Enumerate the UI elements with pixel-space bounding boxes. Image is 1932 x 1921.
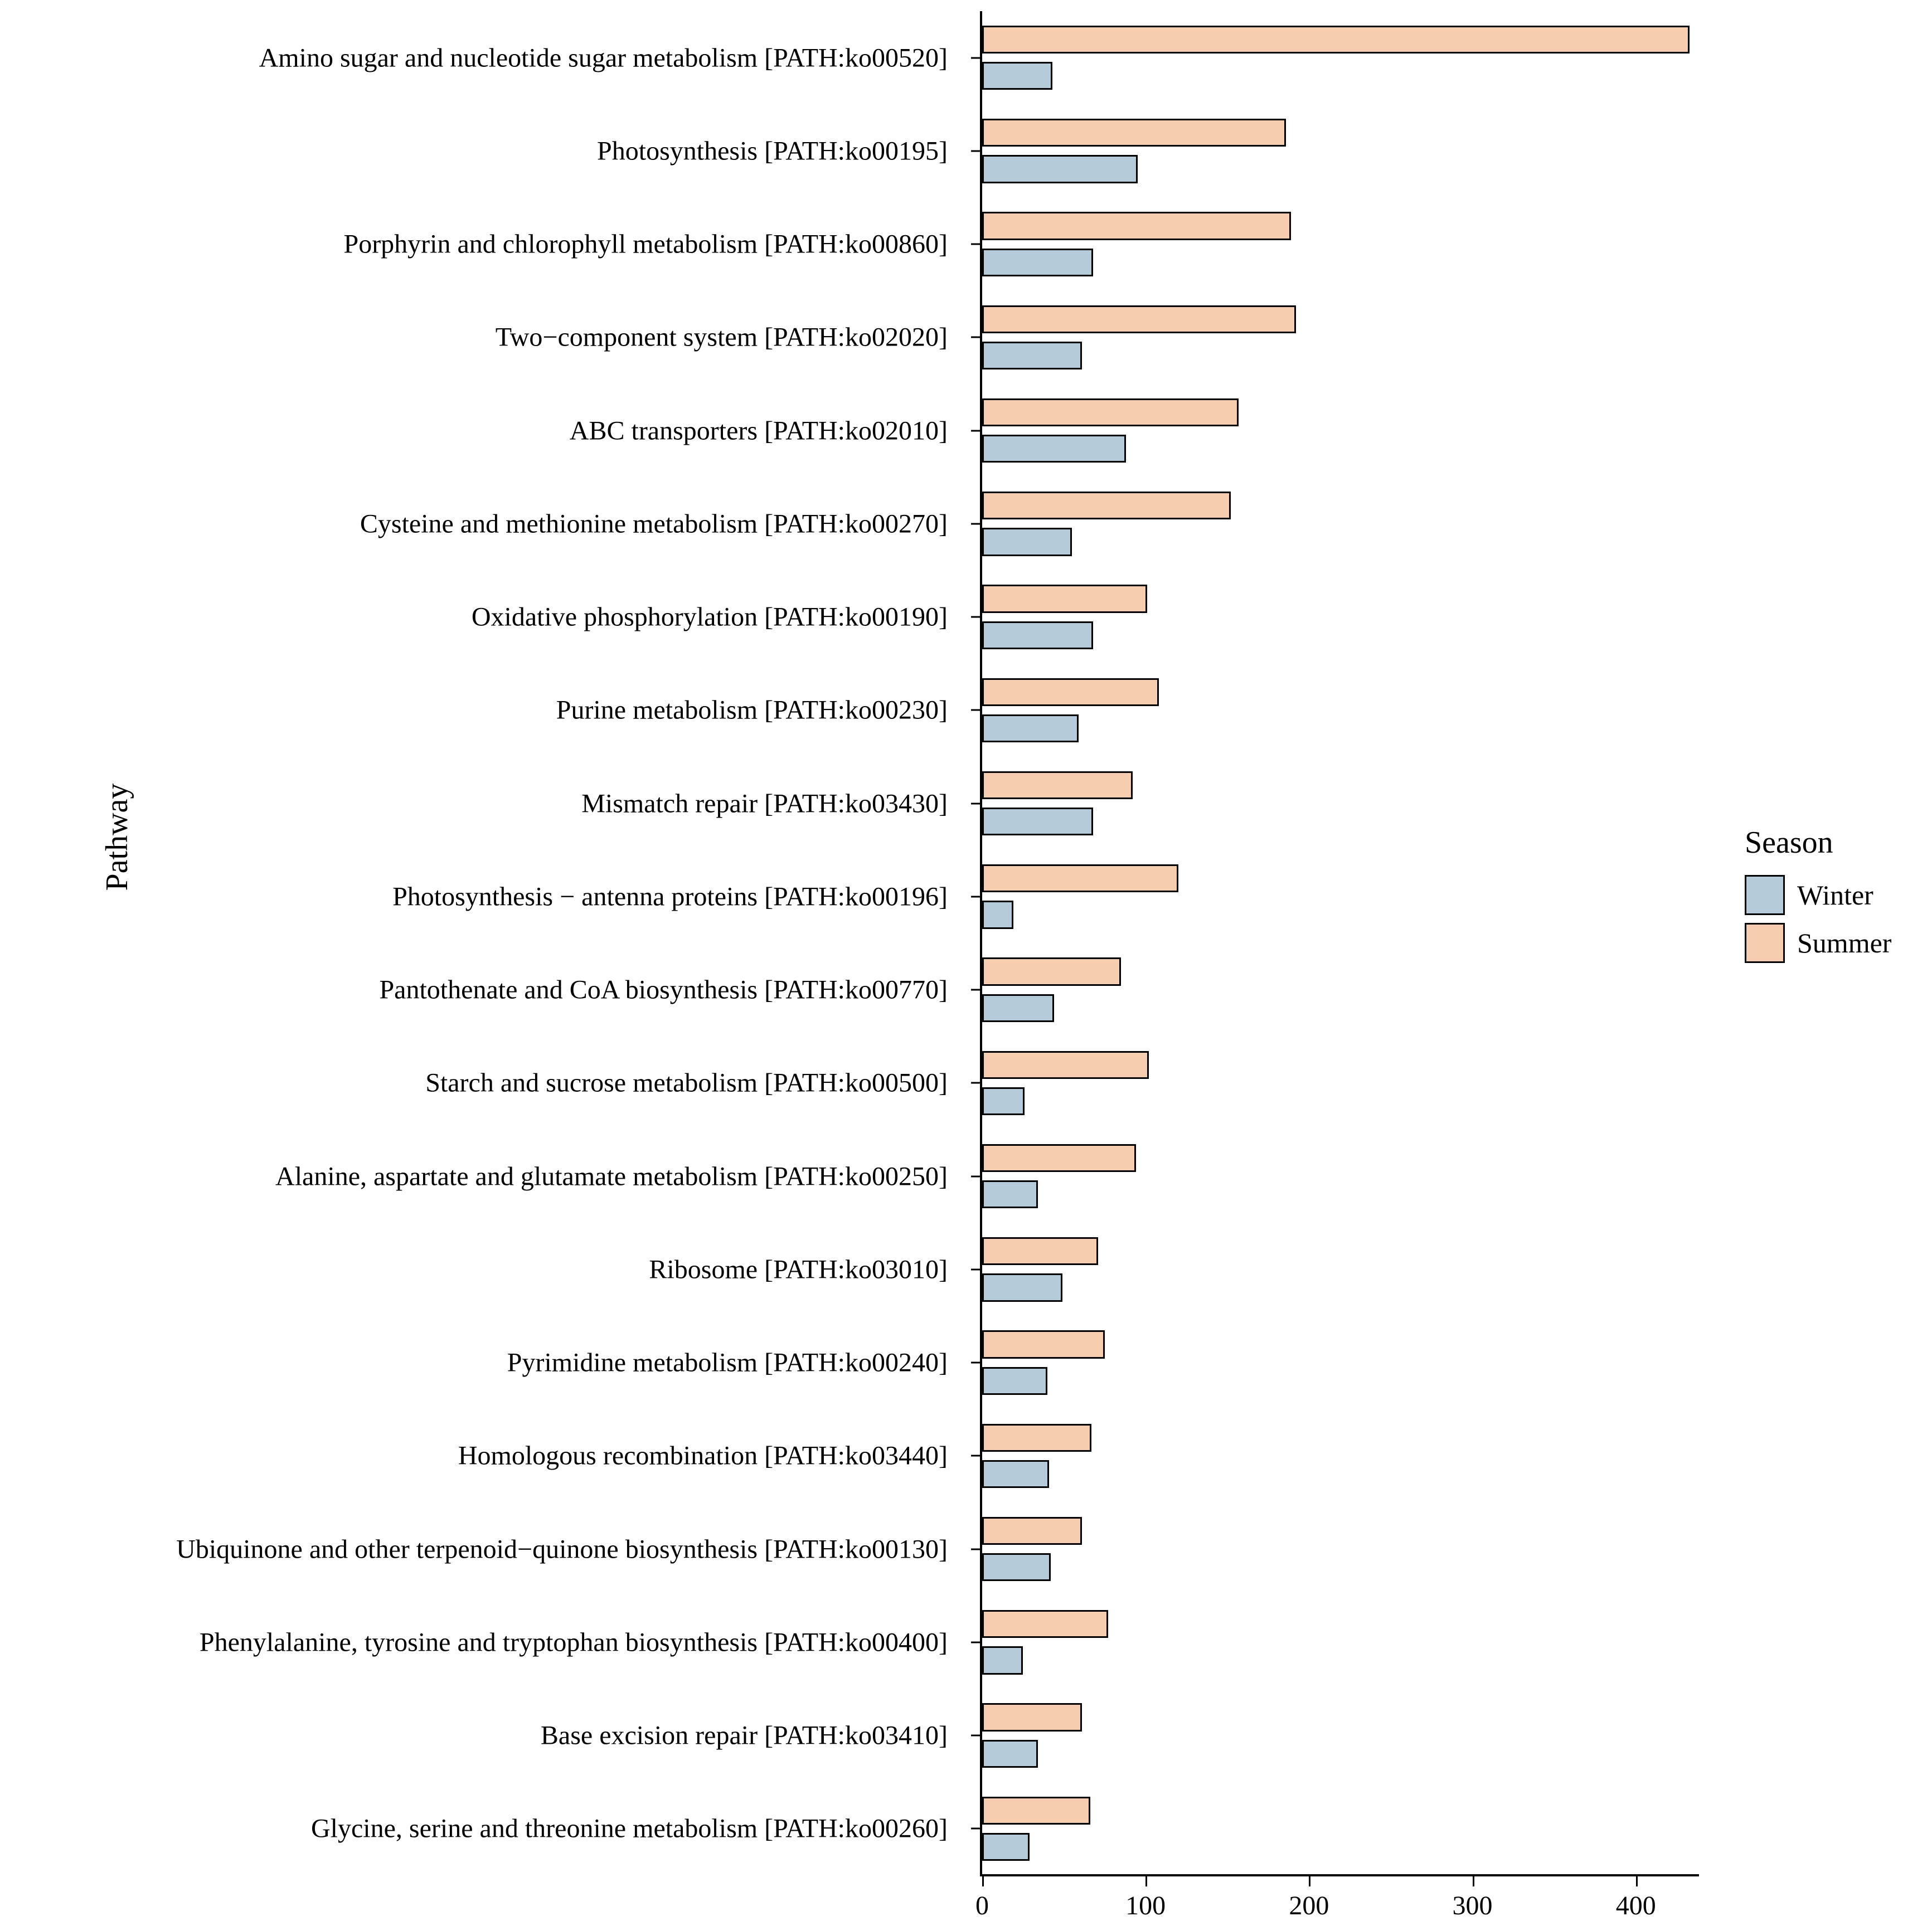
legend-swatch-summer xyxy=(1745,923,1785,963)
x-axis-tick-label: 200 xyxy=(1289,1891,1329,1920)
bar-winter xyxy=(982,342,1082,369)
bar-winter xyxy=(982,1460,1049,1488)
y-axis-tick-label: Amino sugar and nucleotide sugar metabolism [PATH:ko00520] xyxy=(259,43,948,73)
y-axis-tick-label: Starch and sucrose metabolism [PATH:ko00500] xyxy=(425,1068,948,1098)
legend-title: Season xyxy=(1745,825,1833,860)
plot-panel xyxy=(982,11,1701,1875)
y-axis-tick-mark xyxy=(971,1735,980,1737)
bar-summer xyxy=(982,1610,1108,1638)
y-axis-tick-label: Phenylalanine, tyrosine and tryptophan biosynthesis [PATH:ko00400] xyxy=(199,1627,948,1657)
legend-label-winter: Winter xyxy=(1797,879,1873,911)
bar-winter xyxy=(982,1087,1025,1115)
y-axis-title: Pathway xyxy=(100,783,134,891)
x-axis-tick-label: 0 xyxy=(975,1891,989,1920)
bar-winter xyxy=(982,1180,1038,1208)
bar-summer xyxy=(982,1144,1136,1172)
bar-winter xyxy=(982,1740,1038,1768)
y-axis-tick-label: Mismatch repair [PATH:ko03430] xyxy=(581,789,948,819)
y-axis-tick-mark xyxy=(971,616,980,618)
x-axis-tick-label: 400 xyxy=(1615,1891,1656,1920)
bar-summer xyxy=(982,771,1133,799)
bar-summer xyxy=(982,26,1690,54)
y-axis-tick-mark xyxy=(971,1455,980,1457)
legend-item-winter[interactable] xyxy=(1745,875,1929,915)
legend-swatch-winter xyxy=(1745,875,1785,915)
bar-summer xyxy=(982,678,1159,706)
bar-winter xyxy=(982,901,1013,928)
legend-item-summer[interactable] xyxy=(1745,923,1929,963)
y-axis-tick-label: Base excision repair [PATH:ko03410] xyxy=(540,1720,948,1750)
y-axis-tick-label: Glycine, serine and threonine metabolism [PATH:ko00260] xyxy=(310,1813,948,1844)
y-axis-tick-label: Two−component system [PATH:ko02020] xyxy=(495,322,948,352)
x-axis-tick-mark xyxy=(982,1876,984,1886)
bar-winter xyxy=(982,1273,1062,1301)
y-axis-tick-mark xyxy=(971,896,980,897)
bar-winter xyxy=(982,994,1054,1022)
y-axis-tick-mark xyxy=(971,57,980,59)
bar-winter xyxy=(982,249,1093,276)
bar-winter xyxy=(982,62,1052,90)
y-axis-tick-mark xyxy=(971,709,980,711)
bar-summer xyxy=(982,1330,1105,1358)
y-axis-tick-label: Alanine, aspartate and glutamate metabolism [PATH:ko00250] xyxy=(275,1161,948,1191)
bar-summer xyxy=(982,1237,1098,1265)
y-axis-tick-mark xyxy=(971,430,980,431)
y-axis-tick-mark xyxy=(971,244,980,245)
bar-summer xyxy=(982,957,1121,985)
bar-winter xyxy=(982,528,1072,556)
y-axis-tick-label: Ubiquinone and other terpenoid−quinone biosynthesis [PATH:ko00130] xyxy=(176,1534,948,1564)
x-axis-tick-label: 100 xyxy=(1125,1891,1166,1920)
y-axis-tick-mark xyxy=(971,1175,980,1177)
bar-winter xyxy=(982,1553,1051,1581)
y-axis-tick-label: Ribosome [PATH:ko03010] xyxy=(649,1254,948,1285)
x-axis-tick-label: 300 xyxy=(1452,1891,1493,1920)
bar-winter xyxy=(982,1367,1047,1395)
bar-winter xyxy=(982,808,1093,835)
legend-label-summer: Summer xyxy=(1797,927,1892,959)
bar-winter xyxy=(982,621,1093,649)
bar-summer xyxy=(982,305,1296,333)
y-axis-tick-mark xyxy=(971,523,980,524)
bar-winter xyxy=(982,1646,1023,1674)
bar-summer xyxy=(982,398,1239,426)
y-axis-tick-label: Homologous recombination [PATH:ko03440] xyxy=(458,1441,948,1471)
y-axis-tick-label: ABC transporters [PATH:ko02010] xyxy=(569,416,948,446)
x-axis-tick-mark xyxy=(1145,1876,1147,1886)
y-axis-tick-mark xyxy=(971,1268,980,1270)
y-axis-tick-label: Pantothenate and CoA biosynthesis [PATH:ko00770] xyxy=(379,975,948,1005)
bar-summer xyxy=(982,585,1147,612)
bar-winter xyxy=(982,435,1126,463)
y-axis-tick-label: Oxidative phosphorylation [PATH:ko00190] xyxy=(471,602,948,632)
y-axis-tick-mark xyxy=(971,1082,980,1084)
bar-summer xyxy=(982,864,1178,892)
x-axis-tick-mark xyxy=(1636,1876,1638,1886)
legend xyxy=(1745,825,1929,971)
y-axis-category-labels xyxy=(0,0,964,1864)
y-axis-tick-label: Photosynthesis − antenna proteins [PATH:ko00196] xyxy=(392,882,948,912)
bar-winter xyxy=(982,155,1138,183)
bar-summer xyxy=(982,1797,1090,1825)
y-axis-tick-mark xyxy=(971,1641,980,1643)
y-axis-tick-mark xyxy=(971,1362,980,1364)
x-axis-tick-mark xyxy=(1473,1876,1474,1886)
bar-summer xyxy=(982,1703,1082,1731)
bar-winter xyxy=(982,1833,1030,1861)
y-axis-tick-label: Photosynthesis [PATH:ko00195] xyxy=(597,136,948,166)
y-axis-tick-label: Cysteine and methionine metabolism [PATH:ko00270] xyxy=(360,509,948,539)
y-axis-tick-mark xyxy=(971,150,980,152)
bar-summer xyxy=(982,1517,1082,1545)
y-axis-tick-mark xyxy=(971,1548,980,1550)
y-axis-tick-label: Pyrimidine metabolism [PATH:ko00240] xyxy=(507,1348,948,1378)
y-axis-tick-label: Porphyrin and chlorophyll metabolism [PATH:ko00860] xyxy=(343,229,948,259)
y-axis-tick-mark xyxy=(971,337,980,338)
y-axis-tick-mark xyxy=(971,989,980,991)
y-axis-tick-mark xyxy=(971,803,980,804)
bar-summer xyxy=(982,1424,1091,1452)
y-axis-tick-mark xyxy=(971,1828,980,1830)
bar-summer xyxy=(982,492,1231,519)
bar-summer xyxy=(982,212,1291,240)
bar-winter xyxy=(982,714,1079,742)
bar-summer xyxy=(982,119,1286,147)
y-axis-tick-label: Purine metabolism [PATH:ko00230] xyxy=(556,695,948,725)
bar-summer xyxy=(982,1051,1149,1079)
x-axis-tick-mark xyxy=(1309,1876,1310,1886)
